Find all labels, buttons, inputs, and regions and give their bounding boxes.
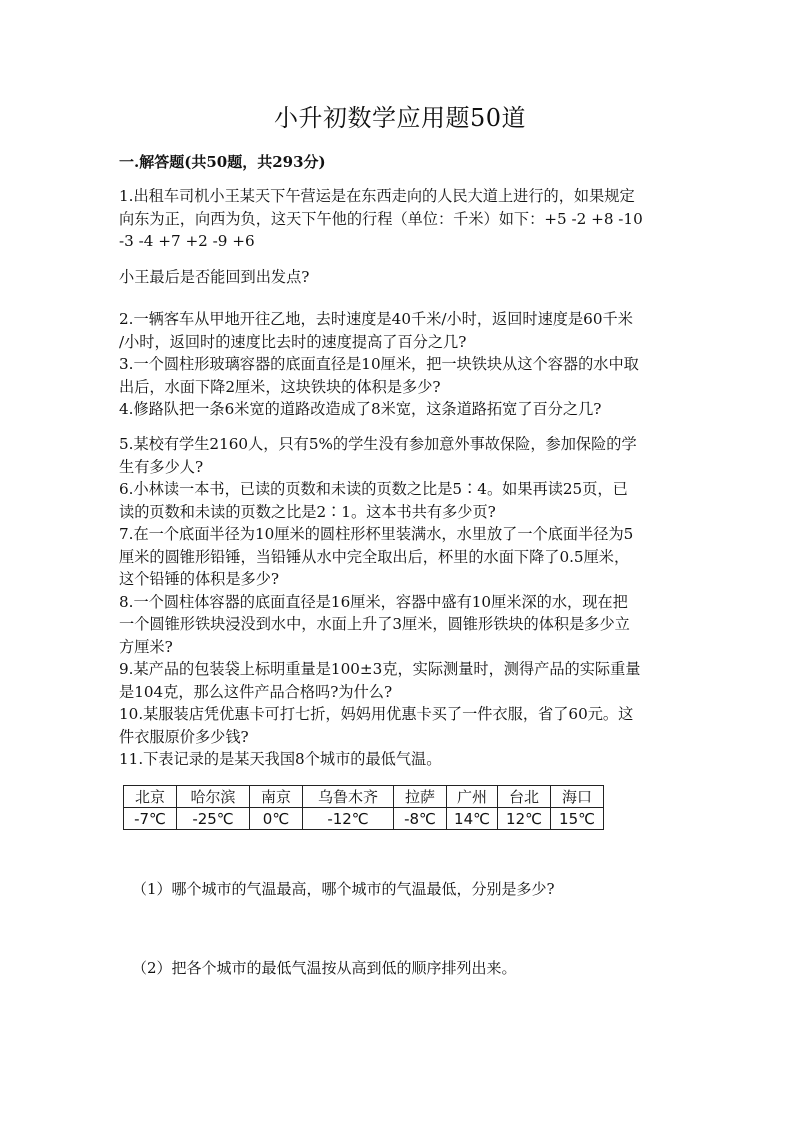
page-title: 小升初数学应用题50道 [273,104,527,132]
table-cell-temp: -12℃ [303,808,394,830]
question-1 [119,185,684,253]
question-line: 方厘米? [119,637,173,656]
question-line: 3.一个圆柱形玻璃容器的底面直径是10厘米，把一块铁块从这个容器的水中取 [119,355,639,373]
question-line: 11.下表记录的是某天我国8个城市的最低气温。 [119,750,442,768]
question-line: 向东为正，向西为负，这天下午他的行程（单位：千米）如下：+5 -2 +8 -10 [119,209,643,228]
question-line: 1.出租车司机小王某天下午营运是在东西走向的人民大道上进行的，如果规定 [119,187,635,205]
question-line: -3 -4 +7 +2 -9 +6 [119,232,255,250]
question-line: 出后，水面下降2厘米，这块铁块的体积是多少? [119,377,441,396]
questions-5-11 [119,433,684,771]
table-cell-temp: 12℃ [498,808,551,830]
question-line: 9.某产品的包装袋上标明重量是100±3克，实际测量时，测得产品的实际重量 [119,660,641,678]
questions-2-4 [119,308,684,421]
question-line: 是104克，那么这件产品合格吗?为什么? [119,682,393,701]
question-line: 生有多少人? [119,457,204,476]
question-line: 4.修路队把一条6米宽的道路改造成了8米宽，这条道路拓宽了百分之几? [119,400,602,418]
question-line: 2.一辆客车从甲地开往乙地，去时速度是40千米/小时，返回时速度是60千米 [119,310,633,328]
table-cell-temp: -8℃ [394,808,447,830]
table-cell-city: 哈尔滨 [177,786,250,808]
question-line: 厘米的圆锥形铅锤，当铅锤从水中完全取出后，杯里的水面下降了0.5厘米， [119,547,630,566]
table-cell-temp: -7℃ [124,808,177,830]
question-line: 一个圆锥形铁块浸没到水中，水面上升了3厘米，圆锥形铁块的体积是多少立 [119,615,630,633]
table-cell-city: 广州 [447,786,498,808]
table-cell-city: 乌鲁木齐 [303,786,394,808]
table-cell-city: 北京 [124,786,177,808]
question-line: 6.小林读一本书，已读的页数和未读的页数之比是5∶4。如果再读25页，已 [119,480,628,498]
question-line: 件衣服原价多少钱? [119,727,249,746]
table-cell-temp: 14℃ [447,808,498,830]
question-line: 5.某校有学生2160人，只有5%的学生没有参加意外事故保险，参加保险的学 [119,435,637,453]
table-cell-city: 海口 [551,786,604,808]
question-line: 10.某服装店凭优惠卡可打七折，妈妈用优惠卡买了一件衣服，省了60元。这 [119,705,634,723]
question-1-followup: 小王最后是否能回到出发点? [119,268,310,286]
table-cell-city: 台北 [498,786,551,808]
temperature-table [123,785,604,830]
table-cell-temp: 0℃ [250,808,303,830]
table-cell-city: 南京 [250,786,303,808]
table-cell-temp: 15℃ [551,808,604,830]
sub-question-1: （1）哪个城市的气温最高，哪个城市的气温最低，分别是多少? [132,880,555,898]
table-row-temps [124,808,604,830]
table-row-cities [124,786,604,808]
sub-question-2: （2）把各个城市的最低气温按从高到低的顺序排列出来。 [132,959,517,977]
question-line: 8.一个圆柱体容器的底面直径是16厘米，容器中盛有10厘米深的水，现在把 [119,592,628,611]
question-line: /小时，返回时的速度比去时的速度提高了百分之几? [119,332,467,351]
question-line: 读的页数和未读的页数之比是2∶1。这本书共有多少页? [119,502,496,521]
question-line: 这个铅锤的体积是多少? [119,570,280,588]
table-cell-city: 拉萨 [394,786,447,808]
question-line: 7.在一个底面半径为10厘米的圆柱形杯里装满水，水里放了一个底面半径为5 [119,525,634,543]
table-cell-temp: -25℃ [177,808,250,830]
section-heading: 一.解答题(共50题，共293分) [119,153,326,171]
